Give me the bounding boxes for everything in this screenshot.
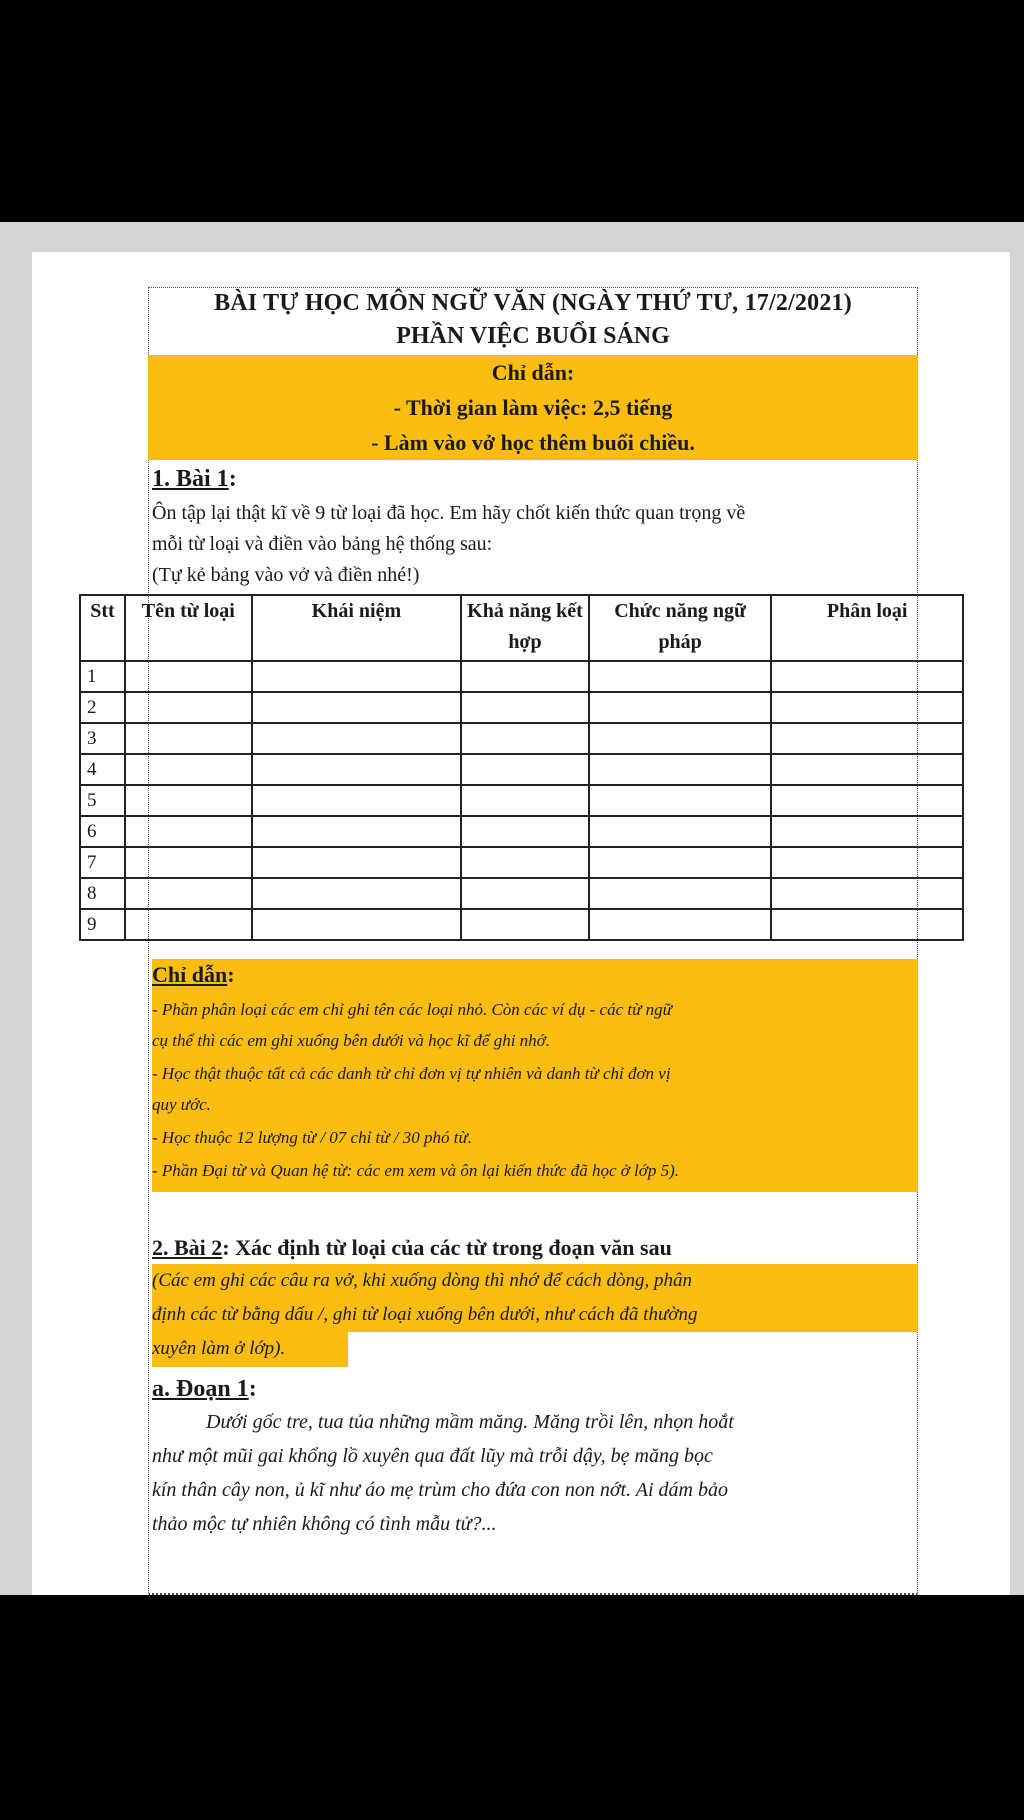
bai2-number: 2. Bài 2 <box>152 1235 223 1260</box>
note-line-3: - Học thật thuộc tất cả các danh từ chỉ đơn vị tự nhiên và danh từ chỉ đơn vị <box>152 1064 671 1083</box>
table-header-row <box>80 595 963 661</box>
table-row <box>80 661 963 692</box>
table-cell <box>125 692 252 723</box>
row-number: 7 <box>80 847 125 878</box>
table-cell <box>461 847 589 878</box>
table-cell <box>252 909 461 940</box>
note-heading <box>152 959 235 991</box>
bai2-instruction-line-2: định các từ bằng dấu /, ghi từ loại xuống bên dưới, như cách đã thường <box>152 1304 698 1325</box>
table-cell <box>771 661 963 692</box>
table-cell <box>771 723 963 754</box>
table-cell <box>771 754 963 785</box>
table-cell <box>125 785 252 816</box>
bai1-colon: : <box>228 466 237 492</box>
table-cell <box>125 723 252 754</box>
bai2-instruction-line-3: xuyên làm ở lớp). <box>152 1338 286 1359</box>
row-number: 9 <box>80 909 125 940</box>
table-cell <box>461 816 589 847</box>
table-cell <box>461 661 589 692</box>
table-cell <box>589 661 772 692</box>
table-cell <box>771 847 963 878</box>
table-cell <box>461 754 589 785</box>
table-cell <box>125 816 252 847</box>
table-cell <box>252 754 461 785</box>
text-frame <box>148 287 918 1595</box>
table-cell <box>589 692 772 723</box>
guide-heading: Chỉ dẫn: <box>491 360 575 385</box>
doan1-line-2: như một mũi gai khổng lồ xuyên qua đất lũy mà trỗi dậy, bẹ măng bọc <box>152 1445 713 1467</box>
table-header-cell: Khả năng kết hợp <box>461 595 589 661</box>
note-line-6: - Phần Đại từ và Quan hệ từ: các em xem và ôn lại kiến thức đã học ở lớp 5). <box>152 1161 680 1180</box>
table-header-cell: Phân loại <box>771 595 963 661</box>
doan1-colon: : <box>248 1376 257 1402</box>
note-line-2: cụ thể thì các em ghi xuống bên dưới và học kĩ để ghi nhớ. <box>152 1031 551 1050</box>
table-cell <box>461 909 589 940</box>
note-heading-colon: : <box>227 962 235 987</box>
bai1-para-line-1: Ôn tập lại thật kĩ về 9 từ loại đã học. Em hãy chốt kiến thức quan trọng về <box>152 502 746 524</box>
guide-line-1: - Thời gian làm việc: 2,5 tiếng <box>393 395 673 420</box>
doan1-line-3: kín thân cây non, ủ kĩ như áo mẹ trùm cho đứa con non nớt. Ai dám bảo <box>152 1479 728 1501</box>
table-cell <box>771 909 963 940</box>
row-number: 6 <box>80 816 125 847</box>
table-header-cell: Stt <box>80 595 125 661</box>
table-row <box>80 754 963 785</box>
doc-subtitle: PHẦN VIỆC BUỔI SÁNG <box>396 323 670 349</box>
row-number: 2 <box>80 692 125 723</box>
bai1-para-line-3: (Tự kẻ bảng vào vở và điền nhé!) <box>152 564 420 586</box>
table-cell <box>589 878 772 909</box>
note-line-5: - Học thuộc 12 lượng từ / 07 chỉ từ / 30 phó từ. <box>152 1128 473 1147</box>
table-cell <box>589 723 772 754</box>
table-row <box>80 878 963 909</box>
table-cell <box>125 754 252 785</box>
word-class-table <box>79 594 964 941</box>
row-number: 1 <box>80 661 125 692</box>
table-cell <box>589 816 772 847</box>
table-cell <box>461 785 589 816</box>
table-cell <box>771 785 963 816</box>
table-cell <box>252 878 461 909</box>
table-cell <box>252 692 461 723</box>
table-cell <box>589 847 772 878</box>
table-cell <box>589 909 772 940</box>
note-line-4: quy ước. <box>152 1095 211 1114</box>
note-line-1: - Phần phân loại các em chỉ ghi tên các loại nhỏ. Còn các ví dụ - các từ ngữ <box>152 1000 672 1019</box>
table-cell <box>461 692 589 723</box>
bai2-instruction-line-1: (Các em ghi các câu ra vở, khi xuống dòng thì nhớ để cách dòng, phân <box>152 1270 693 1291</box>
table-cell <box>461 723 589 754</box>
table-header-cell: Chức năng ngữ pháp <box>589 595 772 661</box>
bai1-heading <box>152 463 237 495</box>
table-cell <box>125 847 252 878</box>
table-cell <box>461 878 589 909</box>
row-number: 4 <box>80 754 125 785</box>
table-header-cell: Tên từ loại <box>125 595 252 661</box>
bai1-number: 1. Bài 1 <box>152 466 229 492</box>
guide-box <box>148 355 918 460</box>
bai2-title: : Xác định từ loại của các từ trong đoạn văn sau <box>222 1235 672 1260</box>
table-cell <box>252 661 461 692</box>
table-row <box>80 692 963 723</box>
table-row <box>80 847 963 878</box>
table-cell <box>125 661 252 692</box>
table-cell <box>252 723 461 754</box>
table-cell <box>771 878 963 909</box>
table-cell <box>589 754 772 785</box>
table-cell <box>252 785 461 816</box>
table-row <box>80 785 963 816</box>
row-number: 3 <box>80 723 125 754</box>
table-row <box>80 909 963 940</box>
table-cell <box>771 816 963 847</box>
row-number: 8 <box>80 878 125 909</box>
note-heading-text: Chỉ dẫn <box>152 962 228 987</box>
table-cell <box>252 816 461 847</box>
table-cell <box>125 909 252 940</box>
bai1-para-line-2: mỗi từ loại và điền vào bảng hệ thống sau: <box>152 533 493 555</box>
doan1-line-4: thảo mộc tự nhiên không có tình mẫu tử?... <box>152 1513 497 1535</box>
table-header-cell: Khái niệm <box>252 595 461 661</box>
doc-title: BÀI TỰ HỌC MÔN NGỮ VĂN (NGÀY THỨ TƯ, 17/2/2021) <box>214 290 852 316</box>
table-cell <box>125 878 252 909</box>
table-row <box>80 816 963 847</box>
doan1-heading <box>152 1373 257 1405</box>
guide-line-2: - Làm vào vở học thêm buổi chiều. <box>371 430 695 455</box>
row-number: 5 <box>80 785 125 816</box>
table-cell <box>589 785 772 816</box>
doan1-heading-text: a. Đoạn 1 <box>152 1376 249 1402</box>
table-cell <box>252 847 461 878</box>
doan1-line-1: Dưới gốc tre, tua tủa những mầm măng. Măng trồi lên, nhọn hoắt <box>206 1411 734 1433</box>
bai2-heading <box>152 1232 672 1264</box>
table-cell <box>771 692 963 723</box>
table-row <box>80 723 963 754</box>
